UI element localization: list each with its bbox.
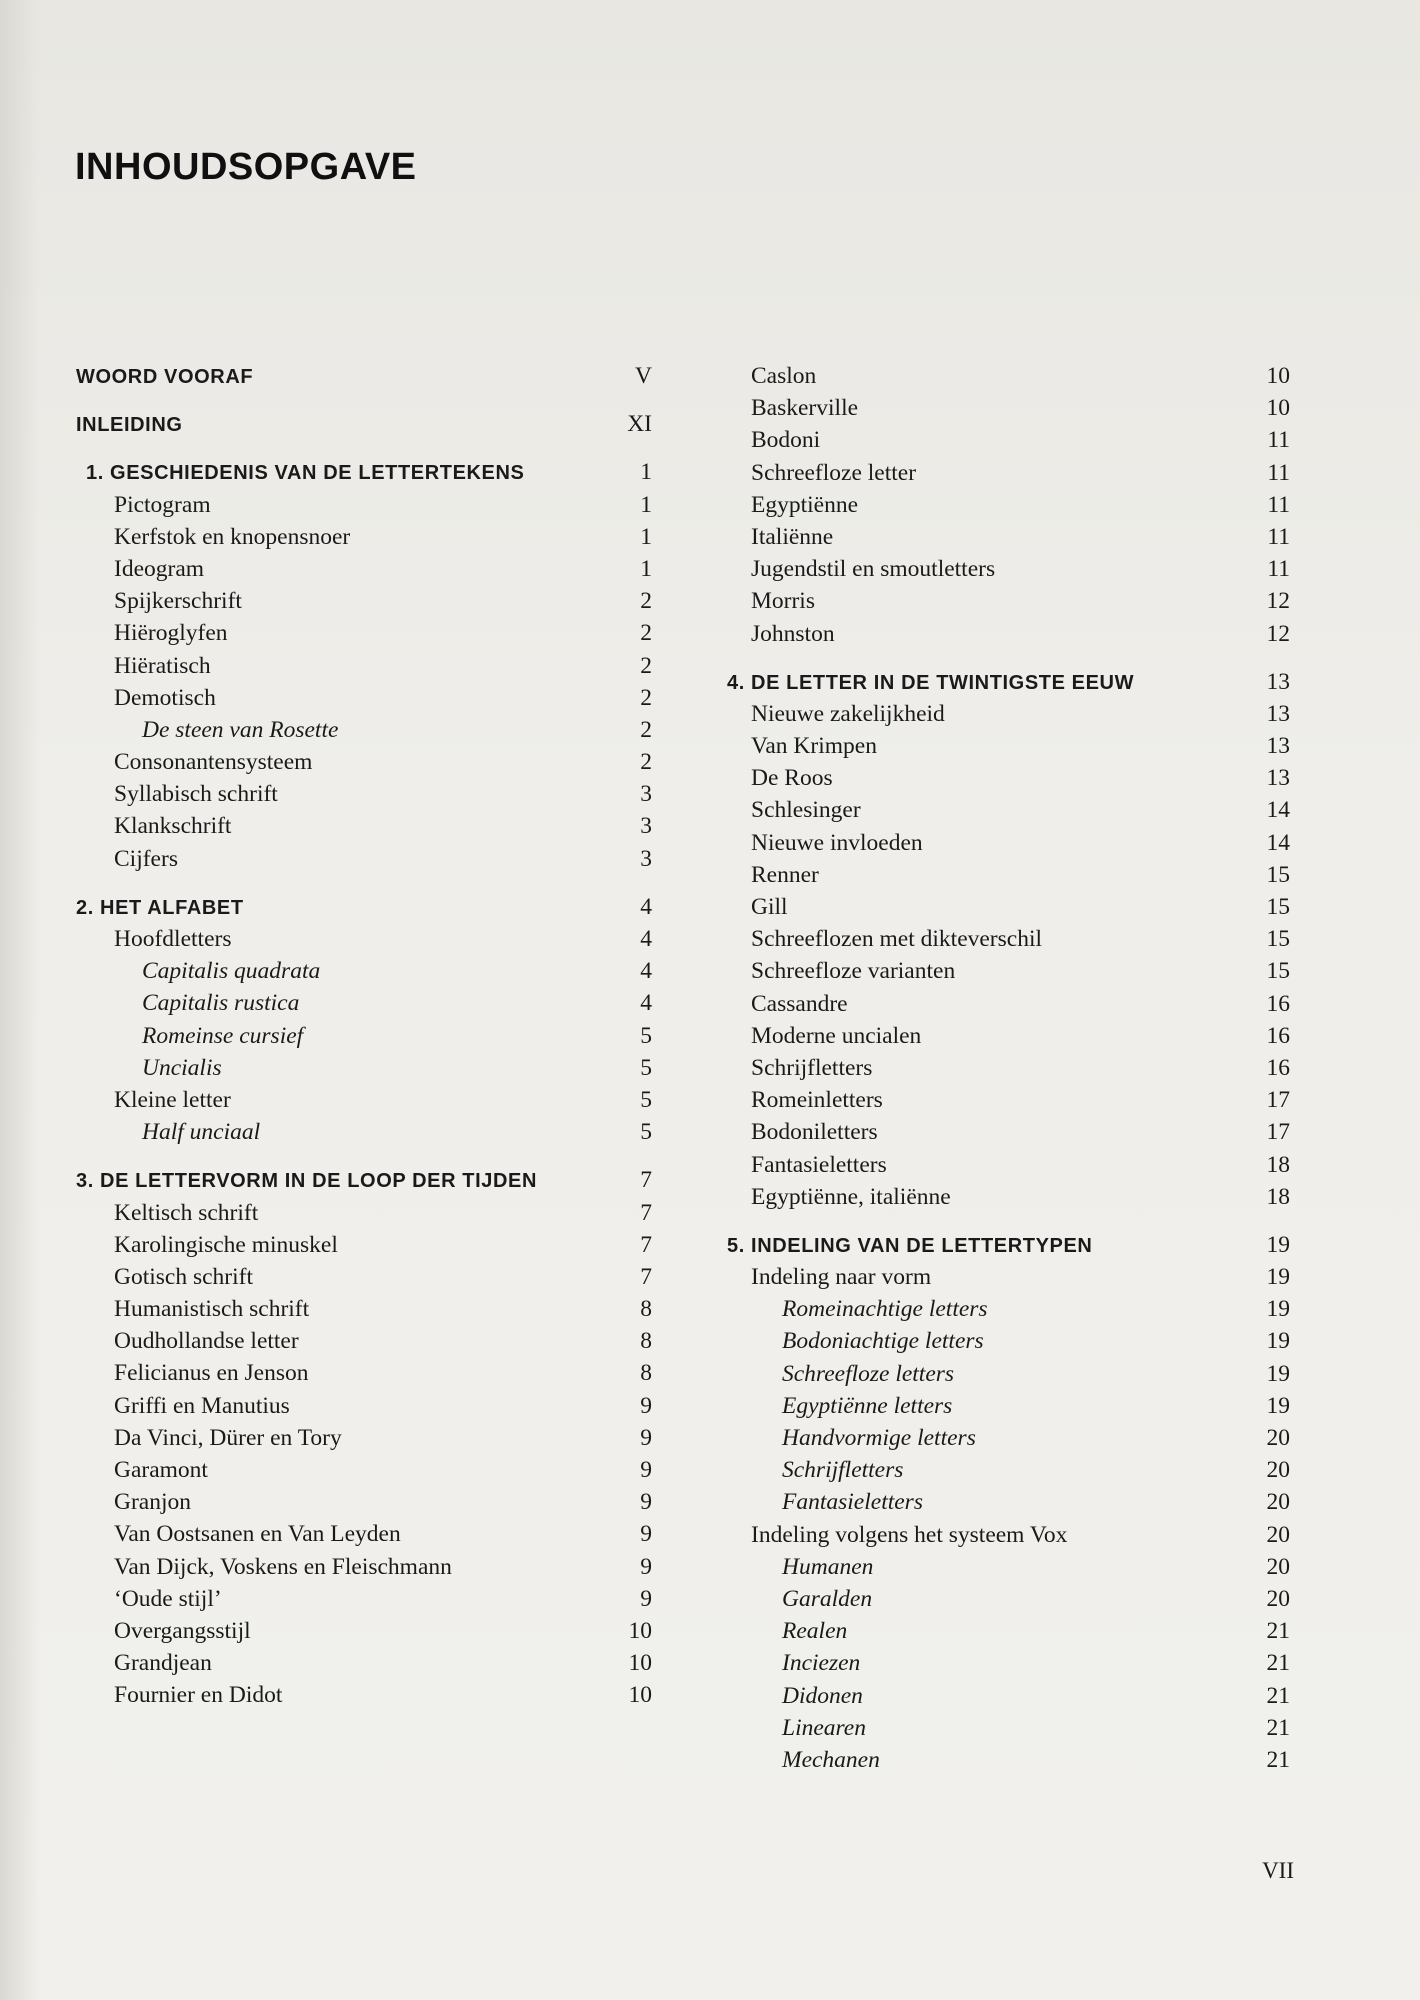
toc-entry — [76, 1052, 652, 1084]
toc-chapter-heading — [76, 456, 652, 488]
toc-entry-page: 15 — [1266, 861, 1290, 888]
toc-entry-page: 5 — [640, 1086, 652, 1113]
toc-entry-title: Fournier en Didot — [114, 1682, 283, 1709]
toc-entry-page: 4 — [640, 990, 652, 1017]
toc-entry-title: Egyptiënne, italiënne — [751, 1183, 951, 1210]
toc-entry-page: 19 — [1266, 1296, 1290, 1323]
toc-entry-title: Schreefloze letter — [751, 459, 917, 486]
toc-entry-title: Uncialis — [142, 1054, 222, 1081]
toc-entry-page: 7 — [640, 1263, 652, 1290]
toc-entry — [76, 1518, 652, 1550]
toc-entry — [727, 891, 1290, 923]
toc-entry-title: Jugendstil en smoutletters — [751, 556, 996, 583]
toc-right-column — [727, 360, 1290, 1776]
toc-entry-page: 4 — [640, 893, 652, 920]
toc-entry-page: 20 — [1266, 1521, 1290, 1548]
toc-entry-title: Caslon — [751, 363, 817, 389]
toc-entry-title: Indeling volgens het systeem Vox — [751, 1521, 1068, 1548]
toc-entry-page: 1 — [640, 459, 652, 486]
toc-entry — [727, 1744, 1290, 1776]
toc-entry-page: 3 — [640, 781, 652, 808]
toc-entry — [76, 778, 652, 810]
toc-entry-page: 19 — [1266, 1392, 1290, 1419]
toc-entry — [76, 1583, 652, 1615]
toc-entry — [76, 489, 652, 521]
toc-entry — [727, 1181, 1290, 1213]
toc-entry — [76, 650, 652, 682]
toc-entry — [76, 843, 652, 875]
toc-entry-title: Romeinletters — [751, 1087, 883, 1114]
toc-entry — [727, 1519, 1290, 1551]
toc-entry — [76, 1551, 652, 1583]
toc-entry-title: Syllabisch schrift — [114, 781, 278, 808]
toc-entry-title: Felicianus en Jenson — [114, 1360, 309, 1387]
toc-entry-title: Ideogram — [114, 555, 205, 582]
toc-entry-page: 9 — [640, 1424, 652, 1451]
toc-entry-title: Inciezen — [782, 1650, 861, 1677]
toc-chapter-heading — [76, 1164, 652, 1196]
toc-entry-page: 12 — [1266, 588, 1290, 615]
toc-entry — [76, 1084, 652, 1116]
toc-entry-page: 13 — [1266, 700, 1290, 727]
toc-entry-page: 3 — [640, 813, 652, 840]
toc-entry — [727, 1116, 1290, 1148]
toc-entry-title: Romeinachtige letters — [782, 1296, 988, 1323]
toc-entry-page: 1 — [640, 555, 652, 582]
toc-entry — [76, 923, 652, 955]
toc-entry — [727, 859, 1290, 891]
toc-entry-title: Schrijfletters — [782, 1457, 904, 1484]
toc-entry-title: Cijfers — [114, 845, 178, 872]
toc-entry — [76, 714, 652, 746]
toc-entry — [727, 730, 1290, 762]
toc-entry — [727, 698, 1290, 730]
toc-entry — [727, 424, 1290, 456]
toc-chapter-heading — [76, 408, 652, 440]
toc-entry-title: Johnston — [751, 620, 835, 647]
toc-entry-page: V — [635, 363, 652, 389]
toc-entry-title: Fantasieletters — [782, 1489, 923, 1516]
toc-entry-title: Fantasieletters — [751, 1151, 887, 1178]
toc-entry-page: 8 — [640, 1296, 652, 1323]
toc-entry-page: 10 — [1266, 395, 1290, 422]
toc-entry-page: 8 — [640, 1360, 652, 1387]
toc-entry-page: 14 — [1266, 797, 1290, 824]
toc-chapter-heading — [727, 666, 1290, 698]
toc-entry — [727, 521, 1290, 553]
toc-entry — [76, 1647, 652, 1679]
toc-entry — [76, 1390, 652, 1422]
toc-entry — [76, 585, 652, 617]
toc-entry-title: Schreeflozen met dikteverschil — [751, 926, 1043, 953]
toc-entry — [727, 955, 1290, 987]
toc-entry-title: Nieuwe invloeden — [751, 829, 923, 856]
toc-entry-title: WOORD VOORAF — [76, 366, 254, 388]
toc-entry-title: 2. HET ALFABET — [76, 896, 244, 919]
toc-entry-page: 7 — [640, 1199, 652, 1226]
toc-entry-page: 19 — [1266, 1231, 1290, 1258]
toc-entry-title: Capitalis quadrata — [142, 958, 321, 985]
toc-entry-title: Klankschrift — [114, 813, 232, 840]
toc-entry-title: De steen van Rosette — [142, 716, 339, 743]
toc-entry-page: 19 — [1266, 1360, 1290, 1387]
toc-entry-page: 7 — [640, 1231, 652, 1258]
toc-entry — [727, 457, 1290, 489]
toc-entry — [727, 762, 1290, 794]
toc-entry-title: Grandjean — [114, 1650, 212, 1677]
toc-entry-title: Bodoni — [751, 427, 821, 454]
toc-entry-title: Schrijfletters — [751, 1054, 873, 1081]
toc-entry-title: Egyptiënne letters — [782, 1392, 953, 1419]
toc-entry — [76, 746, 652, 778]
toc-entry-title: Renner — [751, 861, 819, 888]
toc-entry-page: 11 — [1267, 427, 1290, 454]
toc-entry-title: Capitalis rustica — [142, 990, 300, 1017]
toc-entry-title: 5. INDELING VAN DE LETTERTYPEN — [727, 1234, 1093, 1257]
toc-entry — [727, 1293, 1290, 1325]
toc-entry-title: Nieuwe zakelijkheid — [751, 700, 945, 727]
toc-entry-title: Didonen — [782, 1682, 863, 1709]
toc-chapter-heading — [727, 1229, 1290, 1261]
toc-entry — [727, 1680, 1290, 1712]
toc-entry-title: Demotisch — [114, 684, 216, 711]
toc-entry-page: 18 — [1266, 1183, 1290, 1210]
toc-entry — [727, 794, 1290, 826]
toc-entry-page: 10 — [1266, 363, 1290, 389]
toc-entry — [727, 1647, 1290, 1679]
toc-entry — [76, 810, 652, 842]
toc-entry — [727, 988, 1290, 1020]
toc-entry-page: 20 — [1266, 1553, 1290, 1580]
toc-entry — [76, 955, 652, 987]
toc-entry — [727, 360, 1290, 392]
toc-entry-page: 20 — [1266, 1489, 1290, 1516]
toc-entry-title: Granjon — [114, 1489, 192, 1516]
toc-entry-page: 2 — [640, 588, 652, 615]
toc-entry-page: 13 — [1266, 733, 1290, 760]
toc-entry-page: 10 — [628, 1682, 652, 1709]
toc-entry — [727, 585, 1290, 617]
toc-entry-page: 9 — [640, 1585, 652, 1612]
toc-entry-page: 21 — [1266, 1650, 1290, 1677]
toc-entry-title: Humanen — [782, 1553, 874, 1580]
toc-entry — [76, 1679, 652, 1711]
toc-entry-title: ‘Oude stijl’ — [114, 1585, 222, 1612]
toc-entry — [727, 1615, 1290, 1647]
toc-entry-title: Indeling naar vorm — [751, 1264, 932, 1291]
toc-entry — [76, 1197, 652, 1229]
toc-entry — [76, 1229, 652, 1261]
toc-entry-page: 16 — [1266, 1054, 1290, 1081]
toc-entry — [727, 489, 1290, 521]
toc-entry-page: 20 — [1266, 1457, 1290, 1484]
toc-entry-page: 15 — [1266, 926, 1290, 953]
toc-entry — [76, 1454, 652, 1486]
toc-entry-title: Schreefloze varianten — [751, 958, 956, 985]
toc-entry — [727, 1712, 1290, 1744]
toc-entry — [76, 1615, 652, 1647]
toc-entry-title: Garalden — [782, 1585, 873, 1612]
toc-entry-page: 14 — [1266, 829, 1290, 856]
toc-entry-page: 2 — [640, 684, 652, 711]
toc-entry-page: 2 — [640, 652, 652, 679]
toc-entry-page: 11 — [1267, 556, 1290, 583]
toc-entry-title: Humanistisch schrift — [114, 1296, 310, 1323]
toc-entry-title: 1. GESCHIEDENIS VAN DE LETTERTEKENS — [86, 462, 525, 485]
toc-entry-title: Kerfstok en knopensnoer — [114, 523, 351, 550]
toc-entry-title: Hiëratisch — [114, 652, 211, 679]
toc-entry-title: Bodoniletters — [751, 1119, 878, 1146]
toc-entry-page: 9 — [640, 1457, 652, 1483]
toc-entry-page: XI — [627, 411, 652, 438]
toc-entry-page: 15 — [1266, 958, 1290, 985]
toc-entry-page: 9 — [640, 1521, 652, 1548]
toc-entry-title: Gotisch schrift — [114, 1263, 254, 1290]
toc-entry-title: Moderne uncialen — [751, 1022, 922, 1049]
toc-entry-page: 13 — [1266, 668, 1290, 695]
toc-entry-page: 2 — [640, 620, 652, 647]
toc-entry — [727, 1583, 1290, 1615]
toc-entry-page: 21 — [1266, 1618, 1290, 1645]
toc-entry-page: 7 — [640, 1167, 652, 1194]
toc-entry-page: 5 — [640, 1119, 652, 1146]
toc-entry-page: 5 — [640, 1022, 652, 1049]
toc-entry — [76, 1486, 652, 1518]
toc-entry-page: 2 — [640, 749, 652, 776]
toc-entry-page: 8 — [640, 1328, 652, 1355]
toc-entry-title: Keltisch schrift — [114, 1199, 259, 1226]
toc-entry-title: Cassandre — [751, 990, 848, 1017]
toc-entry-page: 21 — [1266, 1746, 1290, 1773]
toc-entry-page: 21 — [1266, 1714, 1290, 1741]
toc-entry-title: Morris — [751, 588, 815, 615]
toc-entry-page: 11 — [1267, 523, 1290, 550]
toc-chapter-heading — [76, 360, 652, 392]
toc-entry-title: 3. DE LETTERVORM IN DE LOOP DER TIJDEN — [76, 1170, 538, 1193]
toc-entry — [727, 1422, 1290, 1454]
toc-entry-title: Da Vinci, Dürer en Tory — [114, 1424, 342, 1451]
toc-entry — [76, 1020, 652, 1052]
toc-entry-title: Pictogram — [114, 491, 211, 518]
toc-entry-title: INLEIDING — [76, 414, 183, 437]
toc-entry — [727, 618, 1290, 650]
toc-entry — [727, 1454, 1290, 1486]
toc-entry-title: Schreefloze letters — [782, 1360, 955, 1387]
toc-entry — [727, 1358, 1290, 1390]
toc-entry-page: 19 — [1266, 1328, 1290, 1355]
toc-entry-title: Egyptiënne — [751, 491, 859, 518]
toc-chapter-heading — [76, 891, 652, 923]
toc-entry-page: 9 — [640, 1489, 652, 1516]
toc-entry — [727, 1486, 1290, 1518]
toc-entry-page: 2 — [640, 716, 652, 743]
toc-entry-title: Karolingische minuskel — [114, 1231, 338, 1258]
toc-left-column — [76, 360, 652, 1712]
toc-entry — [76, 1357, 652, 1389]
toc-entry-page: 16 — [1266, 1022, 1290, 1049]
toc-entry-page: 1 — [640, 523, 652, 550]
toc-entry-title: Mechanen — [782, 1746, 880, 1773]
toc-entry-page: 1 — [640, 491, 652, 518]
toc-entry-page: 4 — [640, 926, 652, 952]
toc-entry-page: 11 — [1267, 491, 1290, 518]
toc-entry — [76, 1325, 652, 1357]
toc-entry — [76, 617, 652, 649]
toc-entry-page: 18 — [1266, 1151, 1290, 1178]
toc-entry-title: Kleine letter — [114, 1086, 231, 1113]
toc-entry — [76, 521, 652, 553]
toc-entry-page: 11 — [1267, 459, 1290, 486]
toc-entry-title: Van Oostsanen en Van Leyden — [114, 1521, 401, 1548]
toc-entry — [727, 392, 1290, 424]
toc-entry — [76, 987, 652, 1019]
toc-entry-title: De Roos — [751, 765, 833, 792]
toc-entry — [76, 553, 652, 585]
toc-entry-title: Bodoniachtige letters — [782, 1328, 984, 1355]
toc-entry-page: 19 — [1266, 1264, 1290, 1291]
toc-entry — [727, 923, 1290, 955]
toc-entry — [727, 1052, 1290, 1084]
page-gutter-shadow — [0, 0, 40, 2000]
toc-entry-page: 15 — [1266, 894, 1290, 920]
toc-entry — [76, 1422, 652, 1454]
toc-entry — [727, 827, 1290, 859]
toc-entry-page: 3 — [640, 845, 652, 872]
toc-entry-title: Realen — [782, 1618, 848, 1645]
toc-entry-page: 20 — [1266, 1425, 1290, 1451]
toc-entry — [727, 1149, 1290, 1181]
toc-entry-page: 9 — [640, 1553, 652, 1580]
toc-entry-title: Half unciaal — [142, 1119, 261, 1146]
toc-entry-title: Spijkerschrift — [114, 588, 242, 615]
toc-entry-page: 12 — [1266, 620, 1290, 647]
toc-entry-title: Garamont — [114, 1457, 208, 1483]
toc-entry-title: Italiënne — [751, 523, 834, 550]
toc-entry-title: Van Dijck, Voskens en Fleischmann — [114, 1553, 452, 1580]
toc-entry — [727, 1390, 1290, 1422]
toc-entry-page: 17 — [1266, 1087, 1290, 1114]
page-title: INHOUDSOPGAVE — [75, 146, 417, 188]
toc-entry-page: 4 — [640, 958, 652, 985]
toc-entry-page: 20 — [1266, 1585, 1290, 1612]
toc-entry-title: Linearen — [782, 1714, 866, 1741]
toc-entry — [727, 1261, 1290, 1293]
toc-entry — [76, 1293, 652, 1325]
toc-entry — [727, 553, 1290, 585]
toc-entry-page: 13 — [1266, 765, 1290, 792]
toc-entry — [727, 1084, 1290, 1116]
toc-entry-title: Baskerville — [751, 395, 859, 422]
toc-entry — [727, 1325, 1290, 1357]
toc-entry-page: 17 — [1266, 1119, 1290, 1146]
toc-entry-title: Schlesinger — [751, 797, 861, 824]
toc-entry-title: Gill — [751, 894, 788, 920]
toc-entry-page: 9 — [640, 1392, 652, 1419]
toc-entry-title: Overgangsstijl — [114, 1617, 251, 1644]
toc-entry — [727, 1551, 1290, 1583]
toc-entry-page: 10 — [628, 1650, 652, 1677]
toc-entry — [76, 682, 652, 714]
toc-entry-page: 16 — [1266, 990, 1290, 1017]
toc-entry-title: 4. DE LETTER IN DE TWINTIGSTE EEUW — [727, 671, 1135, 694]
toc-entry-title: Hoofdletters — [114, 926, 232, 952]
toc-entry — [76, 1261, 652, 1293]
toc-entry-page: 21 — [1266, 1682, 1290, 1709]
toc-entry-title: Romeinse cursief — [142, 1022, 304, 1049]
toc-entry-title: Griffi en Manutius — [114, 1392, 290, 1419]
toc-entry-title: Van Krimpen — [751, 733, 877, 760]
toc-entry — [727, 1020, 1290, 1052]
toc-entry-page: 5 — [640, 1054, 652, 1081]
toc-entry-title: Hiëroglyfen — [114, 620, 228, 647]
toc-entry-page: 10 — [628, 1617, 652, 1644]
page-number: VII — [1262, 1858, 1294, 1883]
toc-entry-title: Oudhollandse letter — [114, 1328, 299, 1355]
toc-entry-title: Consonantensysteem — [114, 749, 313, 776]
toc-entry — [76, 1116, 652, 1148]
toc-entry-title: Handvormige letters — [782, 1425, 976, 1451]
